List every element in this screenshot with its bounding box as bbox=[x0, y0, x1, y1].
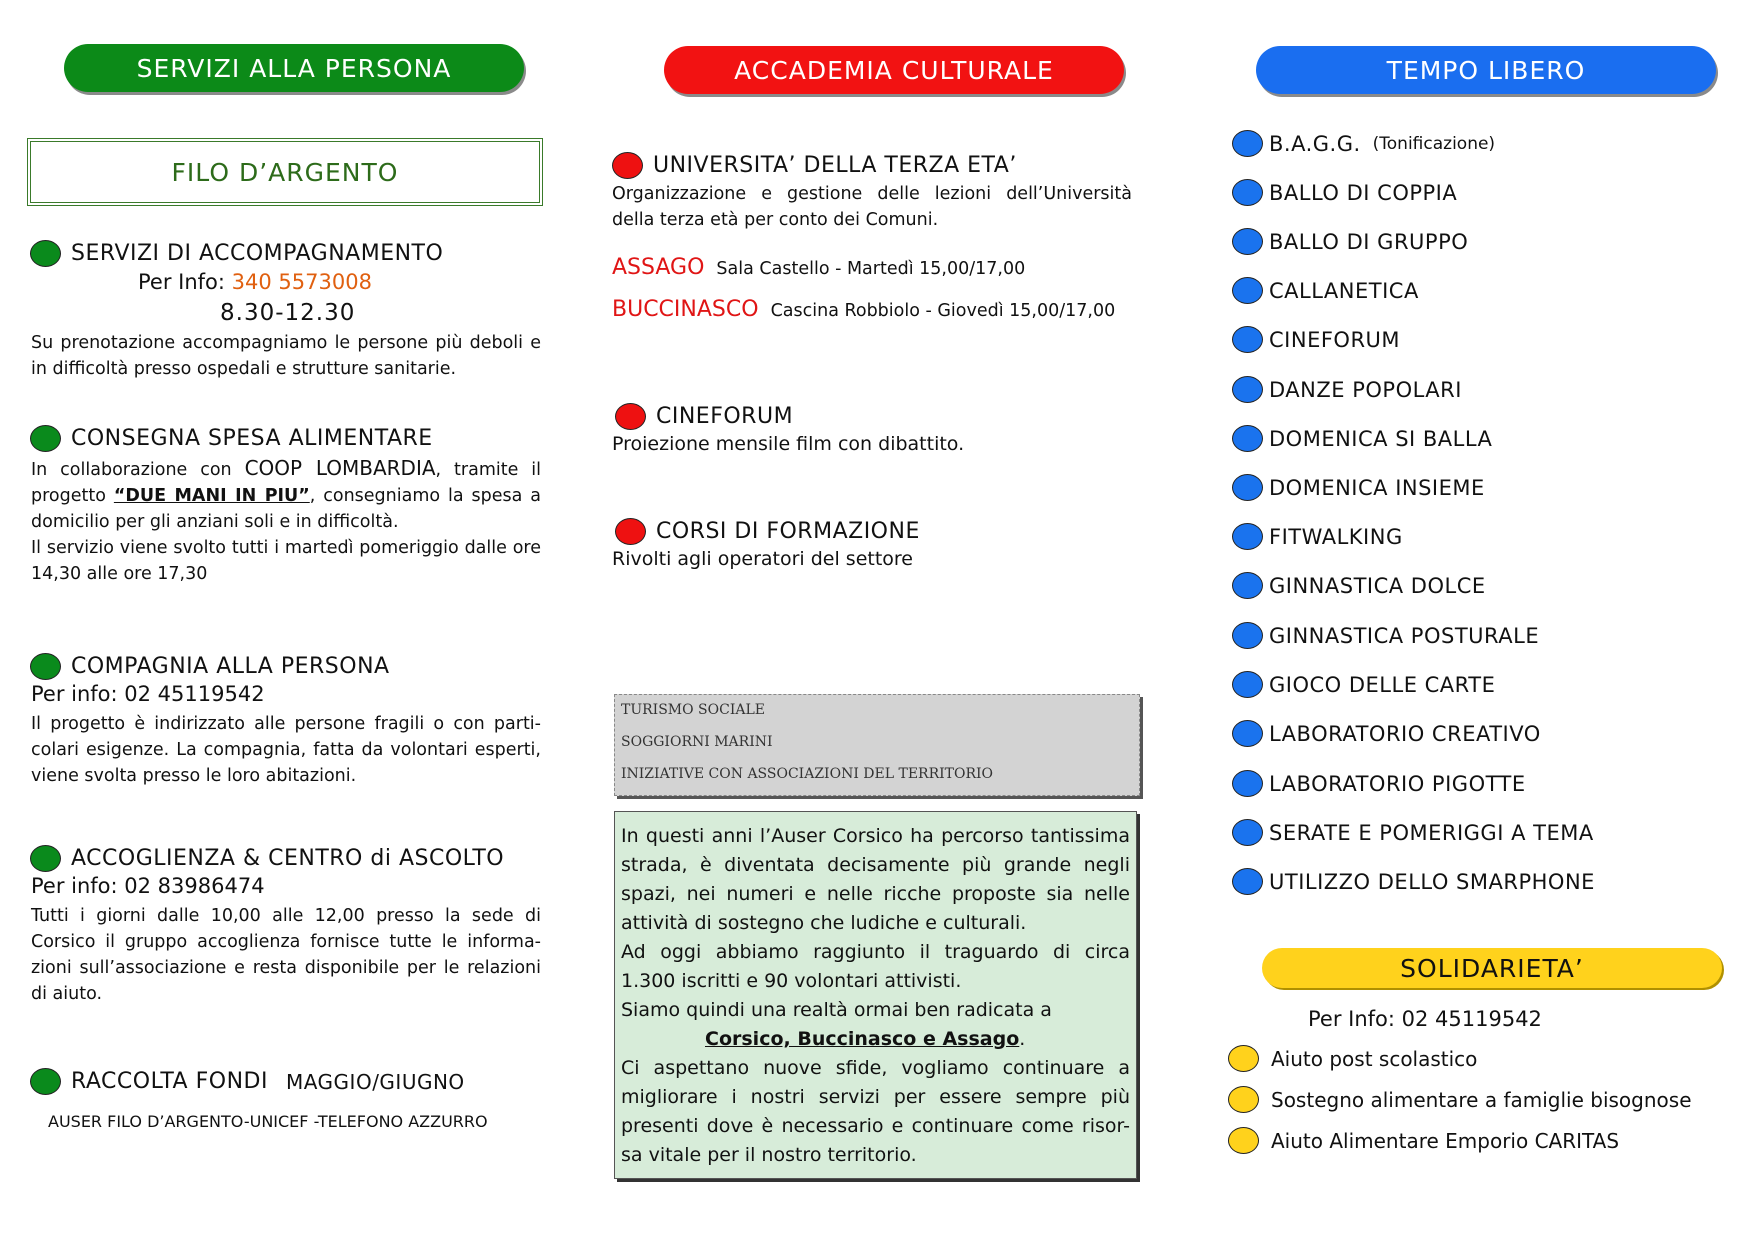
assago-label: ASSAGO bbox=[612, 255, 705, 280]
spesa-heading bbox=[30, 425, 433, 452]
corsi-title: CORSI DI FORMAZIONE bbox=[656, 519, 920, 544]
raccolta-period: MAGGIO/GIUGNO bbox=[285, 1069, 465, 1094]
cineforum-title: CINEFORUM bbox=[656, 404, 794, 429]
accompagnamento-phone: 340 5573008 bbox=[231, 270, 372, 294]
story-p1: In questi anni l’Auser Corsico ha percorso tantissima strada, è diventata decisamente più grande negli spazi, nei numeri e nelle ricche proposte sia nelle attività di sostegno che ludiche e culturali. bbox=[621, 825, 1130, 934]
blue-bullet-icon bbox=[1232, 622, 1263, 649]
tempo-item bbox=[1232, 179, 1457, 206]
compagnia-heading bbox=[30, 653, 390, 680]
filo-argento-title bbox=[27, 138, 543, 206]
servizi-header-label: SERVIZI ALLA PERSONA bbox=[136, 53, 452, 83]
blue-bullet-icon bbox=[1232, 720, 1263, 747]
universita-text: Organizzazione e gestione delle lezioni dell’Università della terza età per conto dei Comuni. bbox=[612, 184, 1132, 230]
accompagnamento-hours: 8.30-12.30 bbox=[220, 300, 356, 326]
iniziative-line: INIZIATIVE CON ASSOCIAZIONI DEL TERRITORIO bbox=[621, 766, 994, 782]
tempo-item-label: DANZE POPOLARI bbox=[1269, 377, 1462, 402]
auser-story-box bbox=[614, 811, 1137, 1179]
buccinasco-text: Cascina Robbiolo - Giovedì 15,00/17,00 bbox=[770, 301, 1116, 321]
yellow-bullet-icon bbox=[1228, 1045, 1259, 1072]
tempo-header-label: TEMPO LIBERO bbox=[1386, 55, 1586, 85]
tempo-item bbox=[1232, 819, 1594, 846]
tempo-item bbox=[1232, 622, 1539, 649]
solidarieta-item bbox=[1228, 1045, 1477, 1072]
solidarieta-item-label: Aiuto post scolastico bbox=[1271, 1046, 1478, 1071]
cineforum-text: Proiezione mensile film con dibattito. bbox=[612, 433, 965, 455]
solidarieta-item bbox=[1228, 1086, 1692, 1113]
buccinasco-row bbox=[612, 297, 1115, 322]
accompagnamento-title: SERVIZI DI ACCOMPAGNAMENTO bbox=[71, 241, 444, 266]
spesa-coop: COOP LOMBARDIA bbox=[244, 456, 436, 480]
story-places-end: . bbox=[1019, 1028, 1026, 1050]
tempo-item-label: UTILIZZO DELLO SMARPHONE bbox=[1269, 869, 1595, 894]
tempo-item bbox=[1232, 523, 1403, 550]
tempo-item bbox=[1232, 326, 1400, 353]
story-places-line bbox=[621, 1025, 1130, 1054]
green-bullet-icon bbox=[30, 1068, 61, 1095]
blue-bullet-icon bbox=[1232, 425, 1263, 452]
tempo-item bbox=[1232, 671, 1495, 698]
red-bullet-icon bbox=[615, 518, 646, 545]
blue-bullet-icon bbox=[1232, 277, 1263, 304]
accoglienza-text: Tutti i giorni dalle 10,00 alle 12,00 presso la sede di Corsico il gruppo accoglienza fornisce tutte le informa-zioni sull’associazione e resta disponibile per le relazioni di aiuto. bbox=[31, 906, 541, 1004]
accademia-header-label: ACCADEMIA CULTURALE bbox=[734, 55, 1054, 85]
spesa-title: CONSEGNA SPESA ALIMENTARE bbox=[71, 426, 433, 451]
filo-argento-label: FILO D’ARGENTO bbox=[171, 157, 399, 187]
turismo-box bbox=[614, 694, 1140, 796]
yellow-bullet-icon bbox=[1228, 1086, 1259, 1113]
solidarieta-header-label: SOLIDARIETA’ bbox=[1400, 953, 1584, 983]
green-bullet-icon bbox=[30, 240, 61, 267]
spesa-text-c: , consegniamo la spesa a domicilio per gli anziani soli e in difficoltà. bbox=[31, 486, 541, 532]
blue-bullet-icon bbox=[1232, 130, 1263, 157]
tempo-item-label: DOMENICA INSIEME bbox=[1269, 475, 1485, 500]
accademia-header bbox=[664, 46, 1124, 94]
solidarieta-item bbox=[1228, 1127, 1619, 1154]
red-bullet-icon bbox=[612, 152, 643, 179]
solidarieta-header bbox=[1262, 948, 1722, 988]
tempo-item bbox=[1232, 425, 1492, 452]
raccolta-partners: AUSER FILO D’ARGENTO-UNICEF -TELEFONO AZZURRO bbox=[48, 1112, 488, 1131]
blue-bullet-icon bbox=[1232, 671, 1263, 698]
spesa-text-b: , tramite il progetto bbox=[31, 460, 542, 506]
buccinasco-label: BUCCINASCO bbox=[612, 297, 759, 322]
tempo-item-label: SERATE E POMERIGGI A TEMA bbox=[1269, 820, 1594, 845]
servizi-header bbox=[64, 44, 524, 92]
tempo-item-label: CALLANETICA bbox=[1269, 278, 1419, 303]
story-places: Corsico, Buccinasco e Assago bbox=[705, 1028, 1020, 1050]
tempo-item-label: DOMENICA SI BALLA bbox=[1269, 426, 1493, 451]
blue-bullet-icon bbox=[1232, 179, 1263, 206]
tempo-first-label: B.A.G.G. bbox=[1269, 131, 1361, 156]
accoglienza-title: ACCOGLIENZA & CENTRO di ASCOLTO bbox=[71, 846, 505, 871]
story-p3: Siamo quindi una realtà ormai ben radicata a bbox=[621, 999, 1052, 1021]
tempo-item-label: BALLO DI COPPIA bbox=[1269, 180, 1458, 205]
tempo-item-label: BALLO DI GRUPPO bbox=[1269, 229, 1469, 254]
assago-row bbox=[612, 255, 1025, 280]
blue-bullet-icon bbox=[1232, 376, 1263, 403]
tempo-item-label: GINNASTICA POSTURALE bbox=[1269, 623, 1540, 648]
blue-bullet-icon bbox=[1232, 474, 1263, 501]
yellow-bullet-icon bbox=[1228, 1127, 1259, 1154]
tempo-item-label: CINEFORUM bbox=[1269, 327, 1401, 352]
corsi-heading bbox=[615, 518, 920, 545]
accompagnamento-text: Su prenotazione accompagniamo le persone più deboli e in difficoltà presso ospedali e strutture sanitarie. bbox=[31, 333, 541, 379]
red-bullet-icon bbox=[615, 403, 646, 430]
accompagnamento-info-label: Per Info: bbox=[138, 270, 225, 294]
blue-bullet-icon bbox=[1232, 770, 1263, 797]
tempo-item-label: LABORATORIO PIGOTTE bbox=[1269, 771, 1526, 796]
tempo-item bbox=[1232, 277, 1419, 304]
assago-text: Sala Castello - Martedì 15,00/17,00 bbox=[716, 259, 1026, 279]
spesa-text bbox=[31, 455, 541, 587]
tempo-item bbox=[1232, 474, 1485, 501]
green-bullet-icon bbox=[30, 653, 61, 680]
tempo-item bbox=[1232, 720, 1541, 747]
solidarieta-info: Per Info: 02 45119542 bbox=[1308, 1007, 1542, 1031]
story-p4: Ci aspettano nuove sfide, vogliamo continuare a migliorare i nostri servizi per essere sempre più presenti dove è necessario e continuare come risor-sa vitale per il nostro territorio. bbox=[621, 1057, 1130, 1166]
compagnia-title: COMPAGNIA ALLA PERSONA bbox=[71, 654, 390, 679]
turismo-line: TURISMO SOCIALE bbox=[621, 702, 765, 718]
tempo-item bbox=[1232, 868, 1595, 895]
accoglienza-info: Per info: 02 83986474 bbox=[31, 874, 265, 898]
story-p2: Ad oggi abbiamo raggiunto il traguardo di circa 1.300 iscritti e 90 volontari attivisti. bbox=[621, 941, 1130, 992]
spesa-project: “DUE MANI IN PIU” bbox=[113, 486, 310, 506]
tempo-item bbox=[1232, 228, 1468, 255]
blue-bullet-icon bbox=[1232, 326, 1263, 353]
tempo-item bbox=[1232, 130, 1495, 157]
tempo-item-label: GINNASTICA DOLCE bbox=[1269, 573, 1486, 598]
tempo-item-label: LABORATORIO CREATIVO bbox=[1269, 721, 1541, 746]
tempo-item-label: GIOCO DELLE CARTE bbox=[1269, 672, 1496, 697]
spesa-text-d: Il servizio viene svolto tutti i martedì pomeriggio dalle ore 14,30 alle ore 17,30 bbox=[31, 538, 541, 584]
soggiorni-line: SOGGIORNI MARINI bbox=[621, 734, 773, 750]
blue-bullet-icon bbox=[1232, 523, 1263, 550]
tempo-item-label: FITWALKING bbox=[1269, 524, 1403, 549]
tempo-item bbox=[1232, 572, 1486, 599]
solidarieta-item-label: Aiuto Alimentare Emporio CARITAS bbox=[1271, 1128, 1620, 1153]
accoglienza-heading bbox=[30, 845, 504, 872]
tempo-item bbox=[1232, 770, 1526, 797]
compagnia-info: Per info: 02 45119542 bbox=[31, 682, 265, 706]
blue-bullet-icon bbox=[1232, 868, 1263, 895]
blue-bullet-icon bbox=[1232, 572, 1263, 599]
solidarieta-item-label: Sostegno alimentare a famiglie bisognose bbox=[1271, 1087, 1692, 1112]
accompagnamento-info bbox=[138, 270, 372, 294]
tempo-header bbox=[1256, 46, 1716, 94]
raccolta-heading bbox=[30, 1068, 465, 1095]
universita-heading bbox=[612, 152, 1017, 179]
tempo-item bbox=[1232, 376, 1462, 403]
compagnia-text: Il progetto è indirizzato alle persone fragili o con parti-colari esigenze. La compagnia, fatta da volontari esperti, viene svolta presso le loro abitazioni. bbox=[31, 714, 541, 786]
green-bullet-icon bbox=[30, 425, 61, 452]
tempo-first-note: (Tonificazione) bbox=[1372, 133, 1496, 154]
universita-title: UNIVERSITA’ DELLA TERZA ETA’ bbox=[653, 153, 1017, 178]
accompagnamento-heading bbox=[30, 240, 443, 267]
blue-bullet-icon bbox=[1232, 819, 1263, 846]
raccolta-title: RACCOLTA FONDI bbox=[71, 1069, 268, 1094]
corsi-text: Rivolti agli operatori del settore bbox=[612, 548, 913, 570]
spesa-text-a: In collaborazione con bbox=[31, 460, 232, 480]
cineforum-heading bbox=[615, 403, 793, 430]
blue-bullet-icon bbox=[1232, 228, 1263, 255]
green-bullet-icon bbox=[30, 845, 61, 872]
